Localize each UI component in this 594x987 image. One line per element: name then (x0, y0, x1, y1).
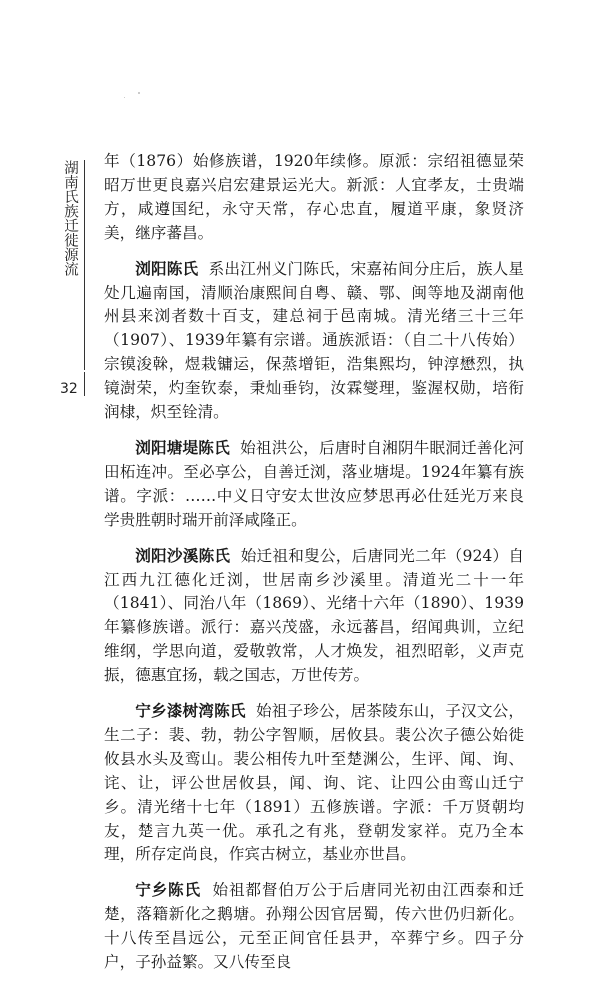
clan-name: 宁乡漆树湾陈氏 (135, 702, 246, 721)
margin-rule (84, 160, 85, 370)
clan-name: 浏阳沙溪陈氏 (135, 546, 231, 565)
clan-name: 浏阳陈氏 (135, 259, 199, 278)
page-number: 32 (60, 381, 78, 397)
clan-name: 宁乡陈氏 (135, 881, 201, 900)
clan-entry-tangdi (104, 437, 524, 533)
clan-description: 始祖洪公，后唐时自湘阴牛眠洞迁善化河田柘连冲。至必享公，自善迁浏，落业塘堤。1924年纂有族谱。字派：……中义日守安太世汝应梦思再必仕廷光万来良学贵胜朝时瑞开前泽咸隆正。 (104, 438, 524, 529)
clan-description: 始祖都督伯万公于后唐同光初由江西泰和迁楚，落籍新化之鹅塘。孙翔公因官居蜀，传六世仍归新化。十八传至昌远公，元至正间官任县尹，卒葬宁乡。四子分户，子孙益繁。又八传至良 (104, 881, 524, 972)
clan-description: 始祖子珍公，居茶陵东山，子汉文公，生二子：裴、勃，勃公字智顺，居攸县。裴公次子德公始徙攸县水头及鸾山。裴公相传九叶至楚渊公，生评、闻、询、诧、让，评公世居攸县，闻、询、诧、让四公由鸾山迁宁乡。清光绪十七年（1891）五修族谱。字派：千万贤朝均友，楚言九英一优。承孔之有兆，登朝发家祥。克乃全本理，所存定尚良，作宾古树立，基业亦世昌。 (104, 702, 524, 864)
running-title: 湖南氏族迁徙源流 (62, 160, 78, 276)
clan-name: 浏阳塘堤陈氏 (135, 438, 230, 457)
clan-entry-liuyang (104, 258, 524, 425)
clan-description: 系出江州义门陈氏，宋嘉祐间分庄后，族人星处几遍南国，清顺治康熙间自粤、赣、鄂、闽等地及湖南他州县来浏者数十百支，建总祠于邑南城。清光绪三十三年（1907）、1939年纂有宗谱。通族派语：（自二十八传始）宗镆浚榦，煜栽镛运，保蒸增钜，浩集熙均，钟淳懋烈，执镜澍荣，灼奎钦泰，秉灿垂钧，汝霖燮理，鉴渥权勋，培衔润棣，炽至铨清。 (104, 259, 524, 422)
clan-entry-ningxiang (104, 879, 524, 975)
clan-entry-qishuwan (104, 700, 524, 867)
body-text (104, 150, 524, 987)
clan-entry-shaxi (104, 545, 524, 688)
margin-rule-lower (84, 372, 85, 396)
clan-description: 始迁祖和叟公，后唐同光二年（924）自江西九江德化迁浏，世居南乡沙溪里。清道光二十一年（1841）、同治八年（1869）、光绪十六年（1890）、1939年纂修族谱。派行：嘉兴茂盛，永远蕃昌，绍闻典训，立纪维纲，学思向道，爱敬敦常，人才焕发，祖烈昭彰，义声克振，德惠宜扬，载之国志，万世传芳。 (104, 546, 524, 685)
continued-paragraph: 年（1876）始修族谱，1920年续修。原派：宗绍祖德显荣昭万世更良嘉兴启宏建景运光大。新派：人宜孝友，士贵端方，咸遵国纪，永守天常，存心忠直，履道平康，象贤济美，继序蕃昌。 (104, 152, 524, 242)
